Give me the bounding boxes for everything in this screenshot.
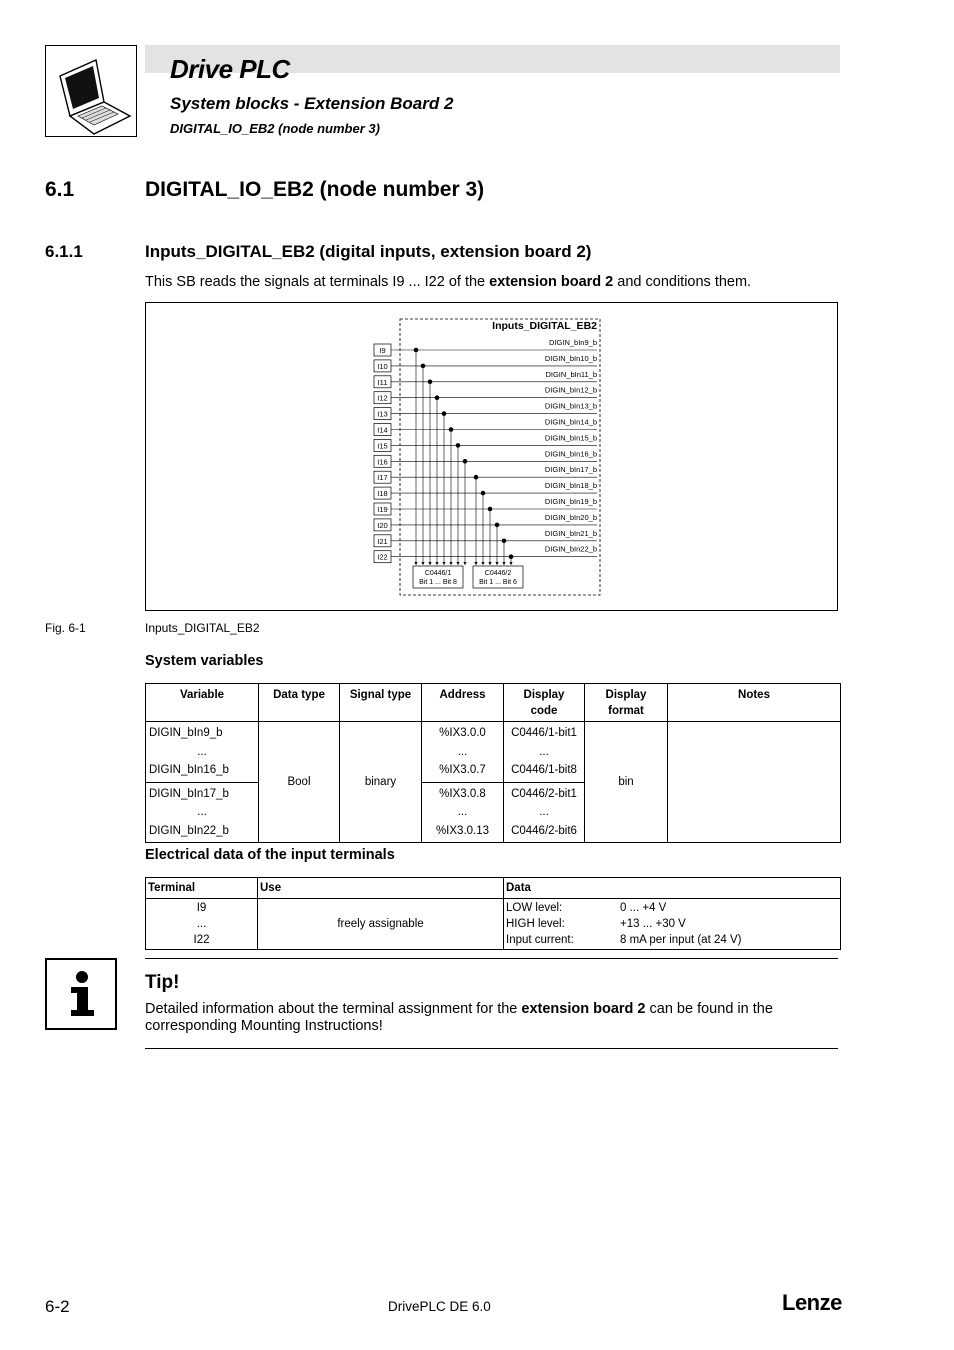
input-label: I13 (377, 409, 388, 419)
figure-caption-text: Inputs_DIGITAL_EB2 (145, 621, 260, 635)
tip-divider-top (145, 958, 838, 959)
arrow-head (474, 562, 477, 565)
intro-paragraph: This SB reads the signals at terminals I9 ... I22 of the extension board 2 and conditions them. (145, 274, 752, 290)
electrical-table (145, 877, 841, 950)
arrow-head (449, 562, 452, 565)
output-label: DIGIN_bIn20_b (544, 512, 597, 522)
input-label: I12 (377, 393, 388, 403)
doc-title: Drive PLC (170, 54, 290, 84)
tip-title: Tip! (145, 972, 180, 993)
cell-variable: DIGIN_bIn17_b ... DIGIN_bIn22_b (146, 782, 259, 843)
arrow-head (428, 562, 431, 565)
col-header: Use (258, 878, 504, 899)
table-row (146, 722, 841, 783)
cell-notes (668, 722, 841, 843)
junction-dot (435, 395, 440, 400)
col-header: Data type (259, 684, 340, 722)
figure-box (145, 302, 838, 611)
tip-text: Detailed information about the terminal assignment for the extension board 2 can be found in the corresponding Mounting Instructions! (145, 1001, 773, 1034)
output-label: DIGIN_bIn17_b (544, 465, 597, 475)
section-number: 6.1 (45, 178, 75, 201)
code-label: C0446/2 (484, 570, 512, 577)
input-label: I14 (377, 425, 388, 435)
junction-dot (449, 427, 454, 432)
arrow-head (456, 562, 459, 565)
code-label: C0446/1 (424, 570, 452, 577)
cell-address: %IX3.0.8 ... %IX3.0.13 (422, 782, 504, 843)
arrow-head (488, 562, 491, 565)
output-label: DIGIN_bIn10_b (544, 353, 597, 363)
col-header: Notes (668, 684, 841, 722)
laptop-icon (45, 45, 137, 137)
input-label: I9 (379, 346, 386, 355)
block-diagram (146, 303, 837, 610)
section-title: DIGITAL_IO_EB2 (node number 3) (145, 178, 485, 201)
output-label: DIGIN_bIn19_b (544, 497, 597, 506)
cell-display-format: bin (585, 722, 668, 843)
table-row (146, 899, 841, 950)
output-label: DIGIN_bIn15_b (544, 433, 597, 443)
sysvars-heading: System variables (145, 653, 264, 669)
output-label: DIGIN_bIn14_b (544, 417, 597, 427)
junction-dot (509, 554, 514, 559)
cell-data: LOW level: 0 ... +4 V HIGH level: +13 ... +30 V Input current: 8 mA per input (at 24 V) (504, 899, 841, 950)
input-label: I10 (377, 361, 388, 371)
input-label: I19 (377, 505, 388, 514)
info-icon (45, 958, 117, 1030)
block-title: Inputs_DIGITAL_EB2 (492, 320, 597, 332)
signal-row (374, 386, 597, 565)
input-label: I20 (377, 520, 388, 530)
input-label: I17 (377, 473, 388, 483)
arrow-head (435, 562, 438, 565)
arrow-head (495, 562, 498, 565)
junction-dot (463, 459, 468, 464)
output-label: DIGIN_bIn11_b (545, 369, 597, 379)
junction-dot (495, 523, 500, 528)
code-bits: Bit 1 ... Bit 6 (479, 579, 517, 586)
arrow-head (509, 562, 512, 565)
figure-caption-number: Fig. 6-1 (45, 621, 86, 635)
page-number: 6-2 (45, 1297, 70, 1316)
signal-row (374, 513, 597, 565)
cell-variable: DIGIN_bIn9_b ... DIGIN_bIn16_b (146, 722, 259, 783)
electrical-heading: Electrical data of the input terminals (145, 847, 395, 863)
output-label: DIGIN_bIn16_b (544, 449, 597, 459)
junction-dot (414, 348, 419, 353)
input-label: I11 (377, 377, 388, 387)
cell-data-type: Bool (259, 722, 340, 843)
col-header: Display code (504, 684, 585, 722)
junction-dot (442, 411, 447, 416)
arrow-head (442, 562, 445, 565)
table-header-row (146, 878, 841, 899)
output-label: DIGIN_bIn13_b (544, 401, 597, 411)
junction-dot (428, 380, 433, 385)
col-header: Display format (585, 684, 668, 722)
arrow-head (414, 562, 417, 565)
input-label: I15 (377, 441, 388, 451)
tip-divider-bottom (145, 1048, 838, 1049)
table-header-row (146, 684, 841, 722)
code-box (413, 566, 463, 588)
sysvars-table (145, 683, 841, 843)
junction-dot (481, 491, 486, 496)
junction-dot (421, 364, 426, 369)
arrow-head (463, 562, 466, 565)
doc-reference: DrivePLC DE 6.0 (388, 1299, 491, 1314)
cell-signal-type: binary (340, 722, 422, 843)
input-label: I16 (377, 457, 388, 467)
arrow-head (421, 562, 424, 565)
output-label: DIGIN_bIn12_b (544, 385, 597, 395)
arrow-head (502, 562, 505, 565)
arrow-head (481, 562, 484, 565)
subsection-title: Inputs_DIGITAL_EB2 (digital inputs, extension board 2) (145, 242, 592, 261)
doc-subtitle: System blocks - Extension Board 2 (170, 94, 454, 113)
input-label: I22 (377, 552, 388, 562)
subsection-number: 6.1.1 (45, 242, 83, 261)
junction-dot (502, 539, 507, 544)
output-label: DIGIN_bIn9_b (549, 338, 597, 347)
col-header: Terminal (146, 878, 258, 899)
col-header: Variable (146, 684, 259, 722)
cell-address: %IX3.0.0 ... %IX3.0.7 (422, 722, 504, 783)
code-bits: Bit 1 ... Bit 8 (419, 579, 457, 586)
code-box (473, 566, 523, 588)
signal-row (374, 545, 597, 565)
col-header: Data (504, 878, 841, 899)
output-label: DIGIN_bIn22_b (544, 544, 597, 554)
lenze-logo: Lenze (782, 1290, 842, 1315)
cell-display-code: C0446/2-bit1 ... C0446/2-bit6 (504, 782, 585, 843)
cell-display-code: C0446/1-bit1 ... C0446/1-bit8 (504, 722, 585, 783)
input-label: I21 (377, 536, 388, 546)
cell-terminal: I9 ... I22 (146, 899, 258, 950)
output-label: DIGIN_bIn18_b (544, 481, 597, 491)
output-label: DIGIN_bIn21_b (544, 528, 597, 538)
junction-dot (474, 475, 479, 480)
junction-dot (456, 443, 461, 448)
junction-dot (488, 507, 493, 512)
input-label: I18 (377, 489, 388, 499)
col-header: Address (422, 684, 504, 722)
cell-use: freely assignable (258, 899, 504, 950)
col-header: Signal type (340, 684, 422, 722)
doc-subsubtitle: DIGITAL_IO_EB2 (node number 3) (170, 121, 380, 136)
